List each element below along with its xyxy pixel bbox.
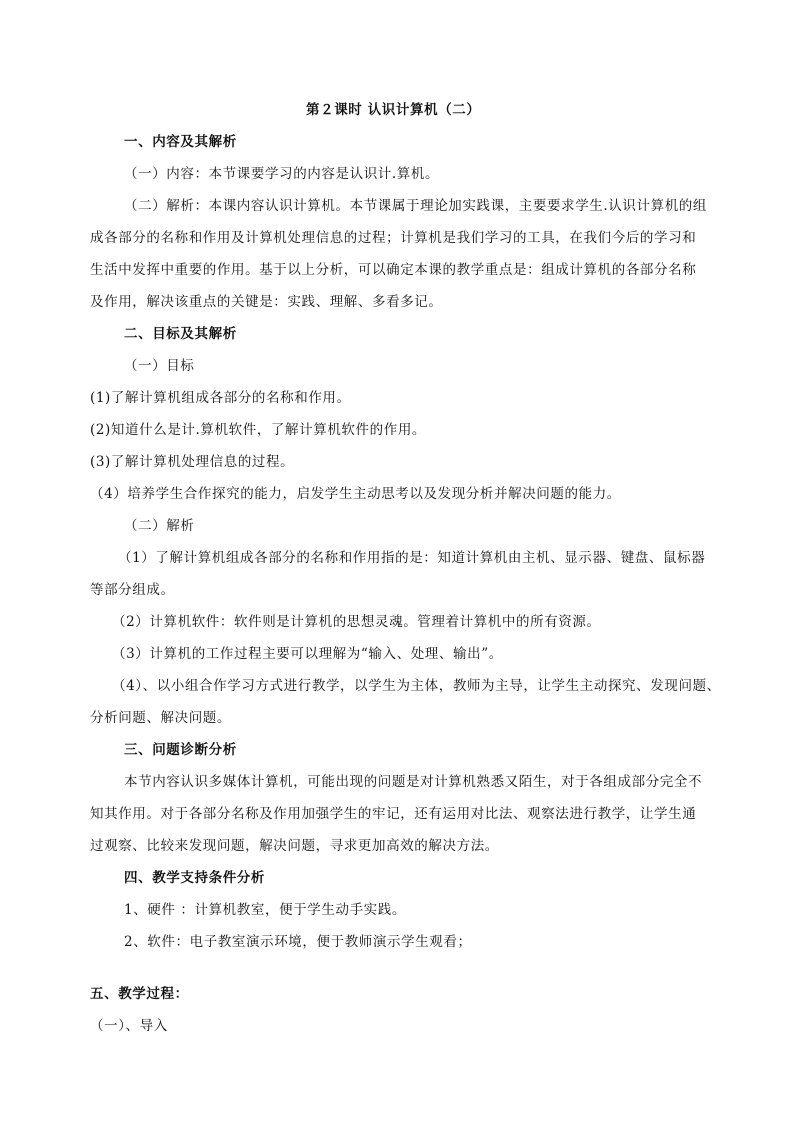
- problem-paragraph-line: 过观察、比较来发现问题，解决问题，寻求更加高效的解决方法。: [90, 838, 499, 854]
- analysis-paragraph-line: 生活中发挥中重要的作用。基于以上分析，可以确定本课的教学重点是：组成计算机的各部分名称: [90, 262, 697, 278]
- analysis-paragraph-line: 成各部分的名称和作用及计算机处理信息的过程；计算机是我们学习的工具，在我们今后的学习和: [90, 230, 697, 246]
- analysis-item-line: 等部分组成。: [90, 582, 175, 598]
- goal-item: (1)了解计算机组成各部分的名称和作用。: [90, 390, 351, 406]
- goal-item: (2)知道什么是计.算机软件，了解计算机软件的作用。: [90, 422, 427, 438]
- subheading-intro: （一）、导入: [90, 1018, 168, 1034]
- support-item: 2、软件：电子教室演示环境，便于教师演示学生观看；: [124, 934, 472, 950]
- section-heading-problems: 三、问题诊断分析: [124, 742, 237, 758]
- subheading-goals: （一）目标: [124, 358, 195, 374]
- content-paragraph: （一）内容：本节课要学习的内容是认识计.算机。: [124, 166, 440, 182]
- analysis-item: （3）计算机的工作过程主要可以理解为“输入、处理、输出”。: [112, 646, 503, 662]
- section-heading-goals: 二、目标及其解析: [124, 326, 237, 342]
- analysis-paragraph-line: 及作用，解决该重点的关键是：实践、理解、多看多记。: [90, 294, 443, 310]
- analysis-item-line: 分析问题、解决问题。: [90, 710, 231, 726]
- support-item: 1、硬件 ：计算机教室，便于学生动手实践。: [124, 902, 406, 918]
- problem-paragraph-line: 知其作用。对于各部分名称及作用加强学生的牢记，还有运用对比法、观察法进行教学，让学生通: [90, 806, 697, 822]
- goal-item: (3)了解计算机处理信息的过程。: [90, 454, 295, 470]
- subheading-analysis: （二）解析: [124, 518, 195, 534]
- analysis-paragraph-line: （二）解析：本课内容认识计算机。本节课属于理论加实践课，主要要求学生.认识计算机的组: [124, 198, 707, 214]
- analysis-item-line: （4）、以小组合作学习方式进行教学，以学生为主体，教师为主导，让学生主动探究、发现问题、: [112, 678, 721, 694]
- analysis-item: （2）计算机软件：软件则是计算机的思想灵魂。管理着计算机中的所有资源。: [112, 614, 601, 630]
- goal-item: （4）培养学生合作探究的能力，启发学生主动思考以及发现分析并解决问题的能力。: [90, 486, 621, 502]
- problem-paragraph-line: 本节内容认识多媒体计算机，可能出现的问题是对计算机熟悉又陌生，对于各组成部分完全不: [124, 774, 703, 790]
- section-heading-support: 四、教学支持条件分析: [124, 870, 265, 886]
- page-title: 第２课时 认识计算机（二）: [306, 102, 481, 118]
- section-heading-content: 一、内容及其解析: [124, 134, 237, 150]
- analysis-item-line: （1）了解计算机组成各部分的名称和作用指的是：知道计算机由主机、显示器、键盘、鼠标器: [118, 550, 706, 566]
- section-heading-process: 五、教学过程：: [90, 986, 189, 1002]
